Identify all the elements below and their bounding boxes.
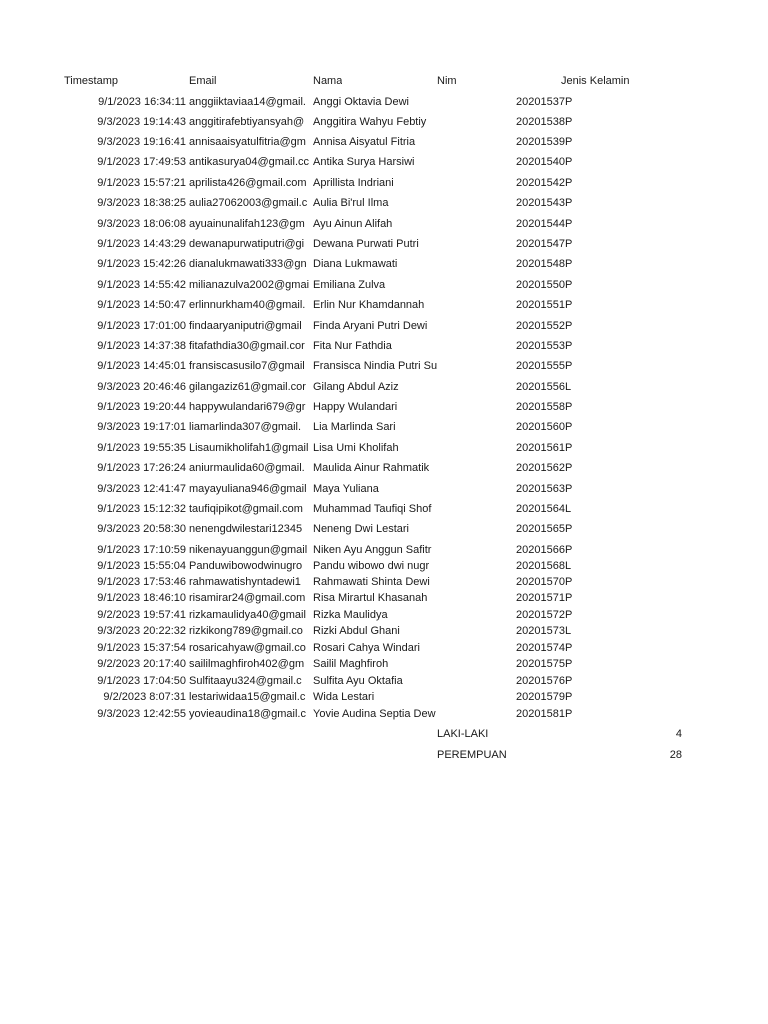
cell-jenis-kelamin: P	[565, 320, 573, 332]
cell-nama: Fransisca Nindia Putri Su	[313, 360, 437, 372]
cell-nim: 20201566	[516, 544, 565, 556]
cell-email: aniurmaulida60@gmail.	[189, 462, 305, 474]
cell-timestamp: 9/3/2023 12:41:47	[97, 483, 186, 495]
cell-email: dewanapurwatiputri@gi	[189, 238, 305, 250]
cell-email: anggiiktaviaa14@gmail.	[189, 96, 306, 108]
cell-nama: Rahmawati Shinta Dewi	[313, 576, 430, 588]
cell-nim: 20201555	[516, 360, 565, 372]
cell-nama: Pandu wibowo dwi nugr	[313, 560, 430, 572]
cell-jenis-kelamin: P	[565, 136, 573, 148]
cell-nama: Yovie Audina Septia Dew	[313, 708, 436, 720]
cell-email: dianalukmawati333@gn	[189, 258, 307, 270]
cell-nama: Aulia Bi'rul Ilma	[313, 197, 389, 209]
cell-nama: Finda Aryani Putri Dewi	[313, 320, 428, 332]
cell-email: rizkikong789@gmail.co	[189, 625, 303, 637]
cell-email: taufiqipikot@gmail.com	[189, 503, 303, 515]
header-nim: Nim	[437, 75, 457, 87]
cell-jenis-kelamin: P	[565, 592, 573, 604]
cell-timestamp: 9/1/2023 15:57:21	[97, 177, 186, 189]
cell-nama: Niken Ayu Anggun Safitr	[313, 544, 432, 556]
cell-email: anggitirafebtiyansyah@	[189, 116, 305, 128]
cell-email: Panduwibowodwinugro	[189, 560, 303, 572]
cell-nim: 20201563	[516, 483, 565, 495]
cell-jenis-kelamin: P	[565, 177, 573, 189]
cell-timestamp: 9/1/2023 16:34:11	[98, 96, 186, 108]
cell-timestamp: 9/1/2023 15:42:26	[97, 258, 186, 270]
cell-nama: Annisa Aisyatul Fitria	[313, 136, 416, 148]
cell-nim: 20201543	[516, 197, 565, 209]
cell-nim: 20201579	[516, 691, 565, 703]
summary-count: 28	[669, 749, 682, 761]
cell-timestamp: 9/2/2023 20:17:40	[97, 658, 186, 670]
cell-timestamp: 9/1/2023 14:55:42	[97, 279, 186, 291]
cell-nim: 20201572	[516, 609, 565, 621]
cell-jenis-kelamin: L	[565, 381, 572, 393]
cell-nim: 20201558	[516, 401, 565, 413]
header-timestamp: Timestamp	[64, 75, 118, 87]
cell-nama: Happy Wulandari	[313, 401, 398, 413]
cell-nim: 20201553	[516, 340, 565, 352]
cell-nim: 20201581	[516, 708, 565, 720]
cell-email: aulia27062003@gmail.c	[189, 197, 308, 209]
cell-jenis-kelamin: P	[565, 96, 573, 108]
cell-nama: Maulida Ainur Rahmatik	[313, 462, 430, 474]
cell-email: happywulandari679@gr	[189, 401, 306, 413]
cell-email: rahmawatishyntadewi1	[189, 576, 301, 588]
cell-nama: Erlin Nur Khamdannah	[313, 299, 425, 311]
cell-timestamp: 9/1/2023 17:01:00	[97, 320, 186, 332]
cell-jenis-kelamin: P	[565, 523, 573, 535]
cell-timestamp: 9/1/2023 19:20:44	[97, 401, 186, 413]
cell-nama: Neneng Dwi Lestari	[313, 523, 409, 535]
cell-jenis-kelamin: P	[565, 360, 573, 372]
cell-email: mayayuliana946@gmail	[189, 483, 307, 495]
cell-nama: Antika Surya Harsiwi	[313, 156, 415, 168]
cell-timestamp: 9/2/2023 8:07:31	[103, 691, 186, 703]
cell-jenis-kelamin: P	[565, 258, 573, 270]
cell-jenis-kelamin: P	[565, 483, 573, 495]
cell-email: findaaryaniputri@gmail	[189, 320, 302, 332]
summary-label: LAKI-LAKI	[437, 728, 489, 740]
cell-timestamp: 9/3/2023 20:58:30	[97, 523, 186, 535]
cell-jenis-kelamin: L	[565, 625, 572, 637]
cell-email: nikenayuanggun@gmail	[189, 544, 308, 556]
cell-nim: 20201565	[516, 523, 565, 535]
cell-timestamp: 9/3/2023 19:14:43	[97, 116, 186, 128]
cell-nim: 20201544	[516, 218, 565, 230]
cell-jenis-kelamin: L	[565, 560, 572, 572]
cell-nim: 20201573	[516, 625, 565, 637]
cell-email: Lisaumikholifah1@gmail	[189, 442, 309, 454]
cell-timestamp: 9/1/2023 14:37:38	[97, 340, 186, 352]
cell-email: nenengdwilestari12345	[189, 523, 303, 535]
cell-timestamp: 9/3/2023 19:17:01	[97, 421, 186, 433]
cell-nama: Anggi Oktavia Dewi	[313, 96, 409, 108]
cell-nama: Muhammad Taufiqi Shof	[313, 503, 432, 515]
cell-timestamp: 9/3/2023 19:16:41	[97, 136, 186, 148]
cell-email: antikasurya04@gmail.cc	[189, 156, 309, 168]
cell-nim: 20201564	[516, 503, 565, 515]
cell-timestamp: 9/1/2023 15:12:32	[97, 503, 186, 515]
cell-email: Sulfitaayu324@gmail.c	[189, 675, 302, 687]
cell-jenis-kelamin: P	[565, 544, 573, 556]
cell-nim: 20201539	[516, 136, 565, 148]
cell-jenis-kelamin: P	[565, 462, 573, 474]
cell-nama: Gilang Abdul Aziz	[313, 381, 399, 393]
cell-email: yovieaudina18@gmail.c	[189, 708, 306, 720]
cell-nim: 20201551	[516, 299, 565, 311]
cell-jenis-kelamin: P	[565, 156, 573, 168]
summary-count: 4	[675, 728, 682, 740]
cell-timestamp: 9/1/2023 14:43:29	[97, 238, 186, 250]
cell-nama: Diana Lukmawati	[313, 258, 398, 270]
cell-jenis-kelamin: P	[565, 299, 573, 311]
cell-nim: 20201574	[516, 642, 565, 654]
cell-nim: 20201576	[516, 675, 565, 687]
cell-email: gilangaziz61@gmail.cor	[189, 381, 306, 393]
cell-jenis-kelamin: P	[565, 116, 573, 128]
cell-email: rizkamaulidya40@gmail	[189, 609, 306, 621]
cell-email: risamirar24@gmail.com	[189, 592, 306, 604]
cell-jenis-kelamin: P	[565, 708, 573, 720]
cell-timestamp: 9/1/2023 15:37:54	[97, 642, 186, 654]
cell-email: annisaaisyatulfitria@gm	[189, 136, 306, 148]
cell-timestamp: 9/1/2023 17:49:53	[97, 156, 186, 168]
cell-email: fitafathdia30@gmail.cor	[189, 340, 305, 352]
cell-jenis-kelamin: P	[565, 238, 573, 250]
cell-jenis-kelamin: P	[565, 442, 573, 454]
header-nama: Nama	[313, 75, 343, 87]
cell-nama: Lia Marlinda Sari	[313, 421, 396, 433]
cell-jenis-kelamin: P	[565, 691, 573, 703]
cell-jenis-kelamin: P	[565, 197, 573, 209]
cell-timestamp: 9/3/2023 18:38:25	[97, 197, 186, 209]
cell-nim: 20201542	[516, 177, 565, 189]
cell-jenis-kelamin: P	[565, 401, 573, 413]
cell-nim: 20201562	[516, 462, 565, 474]
cell-nama: Rizki Abdul Ghani	[313, 625, 400, 637]
cell-nama: Ayu Ainun Alifah	[313, 218, 393, 230]
cell-nama: Risa Mirartul Khasanah	[313, 592, 428, 604]
cell-nama: Wida Lestari	[313, 691, 375, 703]
cell-email: ayuainunalifah123@gm	[189, 218, 305, 230]
cell-jenis-kelamin: P	[565, 421, 573, 433]
cell-timestamp: 9/1/2023 18:46:10	[97, 592, 186, 604]
cell-email: milianazulva2002@gmai	[189, 279, 310, 291]
cell-email: fransiscasusilo7@gmail	[189, 360, 305, 372]
summary-label: PEREMPUAN	[437, 749, 507, 761]
cell-timestamp: 9/1/2023 17:26:24	[97, 462, 186, 474]
cell-nama: Dewana Purwati Putri	[313, 238, 419, 250]
cell-jenis-kelamin: P	[565, 642, 573, 654]
cell-nim: 20201540	[516, 156, 565, 168]
cell-nama: Sailil Maghfiroh	[313, 658, 389, 670]
cell-jenis-kelamin: P	[565, 609, 573, 621]
cell-nim: 20201556	[516, 381, 565, 393]
cell-jenis-kelamin: P	[565, 218, 573, 230]
cell-nim: 20201550	[516, 279, 565, 291]
cell-nama: Lisa Umi Kholifah	[313, 442, 399, 454]
cell-nim: 20201537	[516, 96, 565, 108]
cell-timestamp: 9/2/2023 19:57:41	[97, 609, 186, 621]
cell-nama: Aprillista Indriani	[313, 177, 394, 189]
cell-timestamp: 9/3/2023 20:46:46	[97, 381, 186, 393]
cell-nim: 20201538	[516, 116, 565, 128]
cell-timestamp: 9/1/2023 19:55:35	[97, 442, 186, 454]
cell-nama: Sulfita Ayu Oktafia	[313, 675, 403, 687]
cell-timestamp: 9/1/2023 17:53:46	[97, 576, 186, 588]
cell-email: rosaricahyaw@gmail.co	[189, 642, 306, 654]
cell-jenis-kelamin: L	[565, 503, 572, 515]
cell-nim: 20201548	[516, 258, 565, 270]
cell-nim: 20201570	[516, 576, 565, 588]
cell-nama: Rizka Maulidya	[313, 609, 388, 621]
cell-timestamp: 9/3/2023 18:06:08	[97, 218, 186, 230]
cell-nim: 20201561	[516, 442, 565, 454]
cell-nim: 20201560	[516, 421, 565, 433]
cell-jenis-kelamin: P	[565, 658, 573, 670]
cell-nim: 20201552	[516, 320, 565, 332]
cell-nama: Anggitira Wahyu Febtiy	[313, 116, 427, 128]
cell-timestamp: 9/1/2023 15:55:04	[97, 560, 186, 572]
cell-email: erlinnurkham40@gmail.	[189, 299, 306, 311]
cell-email: liamarlinda307@gmail.	[189, 421, 302, 433]
cell-timestamp: 9/1/2023 14:45:01	[97, 360, 186, 372]
cell-email: aprilista426@gmail.com	[189, 177, 307, 189]
cell-nim: 20201571	[516, 592, 565, 604]
cell-email: lestariwidaa15@gmail.c	[189, 691, 306, 703]
cell-nama: Emiliana Zulva	[313, 279, 386, 291]
header-email: Email	[189, 75, 217, 87]
cell-nama: Rosari Cahya Windari	[313, 642, 420, 654]
header-jenis-kelamin: Jenis Kelamin	[561, 75, 630, 87]
cell-nim: 20201575	[516, 658, 565, 670]
cell-timestamp: 9/3/2023 20:22:32	[97, 625, 186, 637]
cell-nama: Fita Nur Fathdia	[313, 340, 392, 352]
cell-nim: 20201568	[516, 560, 565, 572]
cell-email: saililmaghfiroh402@gm	[189, 658, 305, 670]
cell-timestamp: 9/1/2023 17:04:50	[97, 675, 186, 687]
cell-jenis-kelamin: P	[565, 340, 573, 352]
cell-timestamp: 9/1/2023 14:50:47	[97, 299, 186, 311]
cell-nim: 20201547	[516, 238, 565, 250]
cell-nama: Maya Yuliana	[313, 483, 379, 495]
cell-jenis-kelamin: P	[565, 576, 573, 588]
cell-jenis-kelamin: P	[565, 675, 573, 687]
cell-timestamp: 9/1/2023 17:10:59	[97, 544, 186, 556]
cell-jenis-kelamin: P	[565, 279, 573, 291]
cell-timestamp: 9/3/2023 12:42:55	[97, 708, 186, 720]
